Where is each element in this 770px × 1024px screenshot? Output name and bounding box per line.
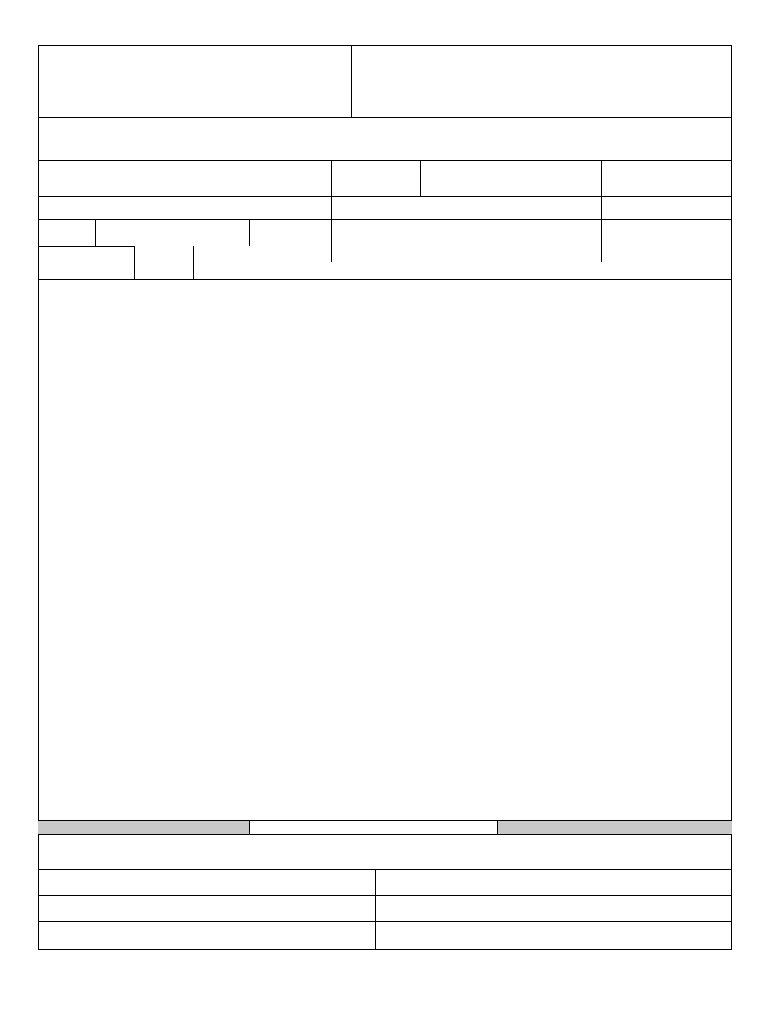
header-bottom-line (38, 117, 732, 118)
certification-title (249, 820, 498, 835)
cert-bar-right (498, 820, 732, 835)
form-frame (38, 45, 732, 950)
cert-bar-left (38, 820, 249, 835)
header-divider (351, 45, 352, 117)
